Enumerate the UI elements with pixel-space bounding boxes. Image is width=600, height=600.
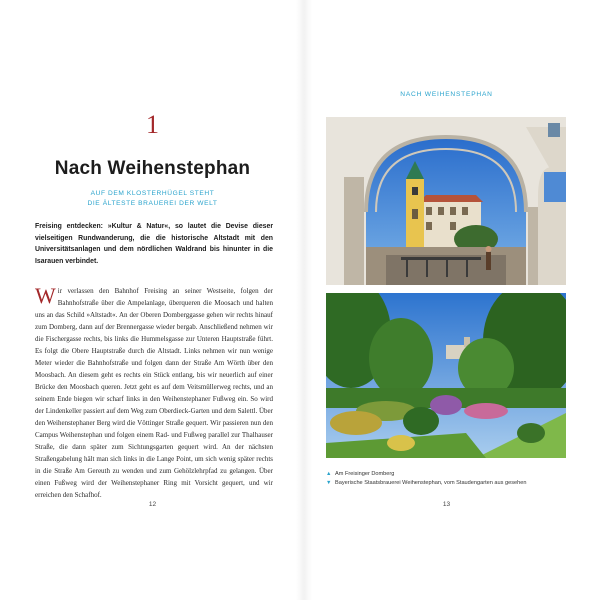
chapter-number: 1 (146, 110, 159, 139)
triangle-up-icon: ▲ (326, 471, 332, 477)
chapter-subtitle (40, 189, 265, 209)
caption-text: Am Freisinger Domberg (335, 471, 395, 477)
subtitle-line-2: DIE ÄLTESTE BRAUEREI DER WELT (87, 200, 218, 207)
drop-cap: W (35, 283, 56, 308)
page-number-right: 13 (442, 501, 451, 508)
page-number-left: 12 (148, 501, 157, 508)
right-page (305, 0, 600, 600)
intro-paragraph: Freising entdecken: »Kultur & Natur«, so lautet die Devise dieser vielseitigen Rundwanderung, die die historische Altstadt mit den Universitätsanlagen und dem nördlichen Waldrand bis hinunter in die Isarauen verbindet. (35, 223, 273, 265)
running-head: NACH WEIHENSTEPHAN (400, 91, 493, 98)
photo-captions (326, 470, 576, 487)
body-text: ir verlassen den Bahnhof Freising an seiner Westseite, folgen der Bahnhofstraße über die Ampelanlage, überqueren die Moosach und halten uns an das Schild »Altstadt«. An der Oberen Domberggasse gehen wir rechts hinauf zum Domberg, dann auf der Brennergasse wieder bergab. Anschließend nehmen wir die Fischergasse rechts, bis links die Hummelsgasse zur Unteren Hauptstraße führt. Es folgt die Obere Hauptstraße durch die Altstadt. Links nehmen wir nun wenige Meter wieder die Bahnhofstraße und folgen dann der Straße Am Wörth über den Moosbach. An diesem geht es rechts ein Stück entlang, bis wir neuerlich auf einer Brücke den Moosbach queren. Jetzt geht es auf dem Veitsmüllerweg rechts, und an seinem Ende biegen wir scharf links in den Weihenstephaner Fußweg ein. So wird der Lindenkeller passiert auf dem Weg zum Oberdieck-Garten und dem Salettl. Über den Weihenstephaner Berg wird die Vöttinger Straße gequert. Wir passieren nun den Campus Weihenstephan und folgen einem Rad- und Fußweg parallel zur Thalhauser Straße, die dann später zum Sichtungsgarten gequert wird. An der nächsten Straßengabelung hält man sich links in die Lange Point, um sich wenig später rechts in die Straße Am Gereuth zu wenden und zum Gehölzlehrpfad zu gelangen. Über einen Fußweg wird der Weihenstephaner Ring mit Vorsicht gequert, und wir erreichen den Schafhof. (35, 287, 273, 499)
body-paragraph (35, 285, 273, 501)
triangle-down-icon: ▼ (326, 479, 332, 486)
photo-domberg-image (326, 117, 566, 285)
photo-staudengarten (326, 293, 566, 458)
subtitle-line-1: AUF DEM KLOSTERHÜGEL STEHT (90, 190, 215, 197)
photo-staudengarten-image (326, 293, 566, 458)
photo-domberg (326, 117, 566, 285)
caption-text: Bayerische Staatsbrauerei Weihenstephan, vom Staudengarten aus gesehen (335, 479, 527, 486)
chapter-title: Nach Weihenstephan (54, 158, 251, 179)
caption-top-photo (326, 470, 576, 479)
caption-bottom-photo (326, 479, 576, 488)
